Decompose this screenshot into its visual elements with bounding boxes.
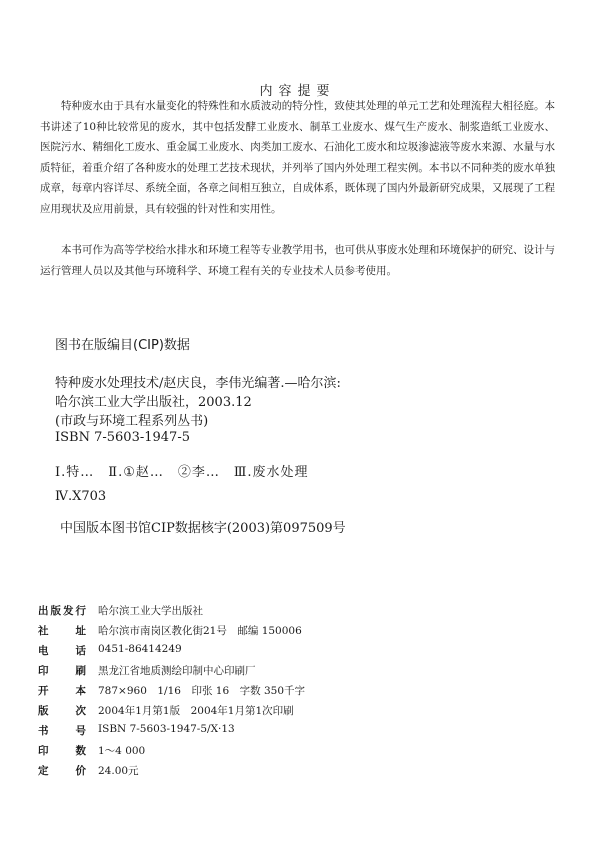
pub-label: 书号: [38, 725, 86, 737]
pub-label: 开本: [38, 685, 86, 697]
pub-row-print-run: [38, 743, 538, 761]
pub-value: 黑龙江省地质测绘印制中心印刷厂: [98, 665, 256, 677]
cip-line-record-number: 中国版本图书馆CIP数据核字(2003)第097509号: [60, 521, 346, 536]
pub-label: 出版发行: [38, 605, 86, 617]
pub-row-publisher: [38, 603, 538, 621]
pub-value: 哈尔滨工业大学出版社: [98, 605, 203, 617]
pub-value: 1～4 000: [98, 745, 146, 757]
pub-row-format: [38, 683, 538, 701]
pub-label: 定价: [38, 765, 86, 777]
cip-line-title: 特种废水处理技术/赵庆良，李伟光编著.—哈尔滨:: [55, 376, 341, 391]
pub-row-price: [38, 763, 538, 781]
pub-value: 787×960 1/16 印张 16 字数 350千字: [98, 685, 306, 697]
pub-label: 印数: [38, 745, 86, 757]
pub-row-phone: [38, 643, 538, 661]
pub-value: 2004年1月第1版 2004年1月第1次印刷: [98, 705, 294, 717]
pub-row-printer: [38, 663, 538, 681]
pub-label: 社址: [38, 625, 86, 637]
summary-paragraph-1: 特种废水由于具有水量变化的特殊性和水质波动的特分性，致使其处理的单元工艺和处理流程大相径庭。本书讲述了10种比较常见的废水，其中包括发酵工业废水、制革工业废水、煤气生产废水、制浆造纸工业废水、医院污水、精细化工废水、重金属工业废水、肉类加工废水、石油化工废水和垃圾渗滤液等废水来源、水量与水质特征，着重介绍了各种废水的处理工艺技术现状，并列举了国内外处理工程实例。本书以不同种类的废水单独成章，每章内容详尽、系统全面，各章之间相互独立，自成体系，既体现了国内外最新研究成果，又展现了工程应用现状及应用前景，具有较强的针对性和实用性。: [40, 100, 555, 215]
pub-row-book-number: [38, 723, 538, 741]
pub-value: 哈尔滨市南岗区教化街21号 邮编 150006: [98, 625, 302, 637]
pub-value: 0451-86414249: [98, 643, 182, 655]
summary-paragraph-2: 本书可作为高等学校给水排水和环境工程等专业教学用书，也可供从事废水处理和环境保护的研究、设计与运行管理人员以及其他与环境科学、环境工程有关的专业技术人员参考使用。: [40, 244, 555, 277]
pub-value: ISBN 7-5603-1947-5/X·13: [98, 723, 235, 735]
pub-label: 印刷: [38, 665, 86, 677]
pub-row-edition: [38, 703, 538, 721]
cip-line-series: (市政与环境工程系列丛书): [55, 414, 209, 429]
pub-value: 24.00元: [98, 765, 139, 777]
cip-line-classification: Ⅳ.X703: [55, 489, 107, 504]
pub-label: 电话: [38, 645, 86, 657]
cip-line-subject: Ⅰ.特… Ⅱ.①赵… ②李… Ⅲ.废水处理: [55, 465, 309, 480]
cip-line-publisher: 哈尔滨工业大学出版社，2003.12: [55, 395, 252, 410]
cip-heading: 图书在版编目(CIP)数据: [55, 338, 190, 353]
cip-line-isbn: ISBN 7-5603-1947-5: [55, 430, 190, 445]
summary-title: 内容提要: [259, 84, 336, 99]
pub-label: 版次: [38, 705, 86, 717]
pub-row-address: [38, 623, 538, 641]
